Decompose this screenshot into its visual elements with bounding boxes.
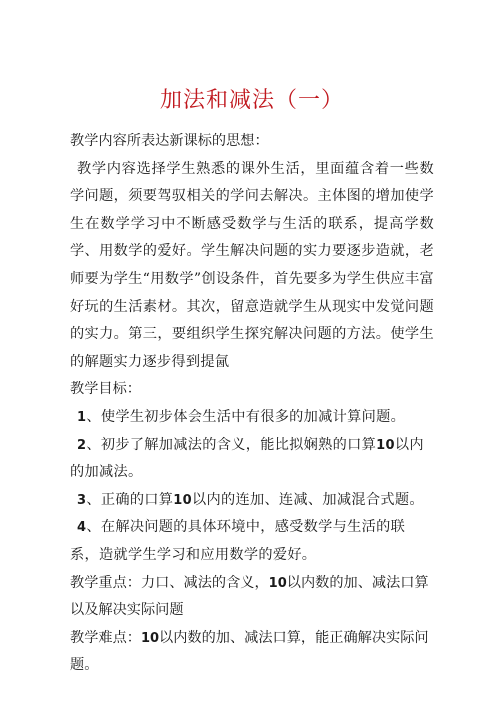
inline-number: 10	[173, 492, 192, 508]
goal-text: 以内的加减法。	[70, 436, 424, 481]
goal-text: 、正确的口算	[86, 491, 174, 508]
key-point-label: 教学重点：	[70, 574, 141, 591]
goal-number: 1	[77, 409, 87, 425]
goal-number: 3	[77, 492, 87, 508]
document-title: 加法和减法（一）	[159, 88, 344, 113]
inline-number: 10	[268, 575, 287, 591]
intro-heading: 教学内容所表达新课标的思想：	[70, 133, 269, 149]
goal-text: 、使学生初步体会生活中有很多的加减计算问题。	[86, 408, 406, 425]
key-point-text: 力口、减法的含义，	[140, 574, 269, 591]
goal-item-4	[70, 514, 434, 569]
goal-number: 2	[77, 437, 87, 453]
inline-number: 10	[376, 437, 395, 453]
key-point-line	[70, 570, 434, 625]
goal-item-2	[70, 432, 434, 487]
goal-text: 、在解决问题的具体环境中，感受数学与生活的联系，造就学生学习和应用数学的爱好。	[70, 519, 406, 563]
difficulty-line	[70, 625, 434, 680]
goal-item-1	[70, 404, 434, 432]
goal-item-3	[70, 487, 434, 515]
goals-heading: 教学目标：	[70, 381, 141, 398]
goal-text: 以内的连加、连减、加减混合式题。	[192, 491, 424, 508]
goal-text: 、初步了解加减法的含义，能比拟娴熟的口算	[86, 436, 377, 453]
difficulty-label: 教学难点：	[70, 629, 141, 646]
inline-number: 10	[140, 630, 160, 646]
difficulty-text: 以内数的加、减法口算，能正确解决实际问题。	[70, 629, 429, 674]
intro-paragraph: 教学内容选择学生熟悉的课外生活，里面蕴含着一些数学问题，须要驾驭相关的学问去解决。主体图的增加使学生在数学学习中不断感受数学与生活的联系，提高学数学、用数学的爱好。学生解决问题的实力要逐步造就，老师要为学生“用数学”创设条件，首先要多为学生供应丰富好玩的生活素材。其次，留意造就学生从现实中发觉问题的实力。第三，要组织学生探究解决问题的方法。使学生的解题实力逐步得到提氤	[70, 160, 434, 370]
goal-number: 4	[77, 520, 87, 536]
key-point-text: 以内数的加、减法口算以及解决实际问题	[70, 574, 429, 619]
